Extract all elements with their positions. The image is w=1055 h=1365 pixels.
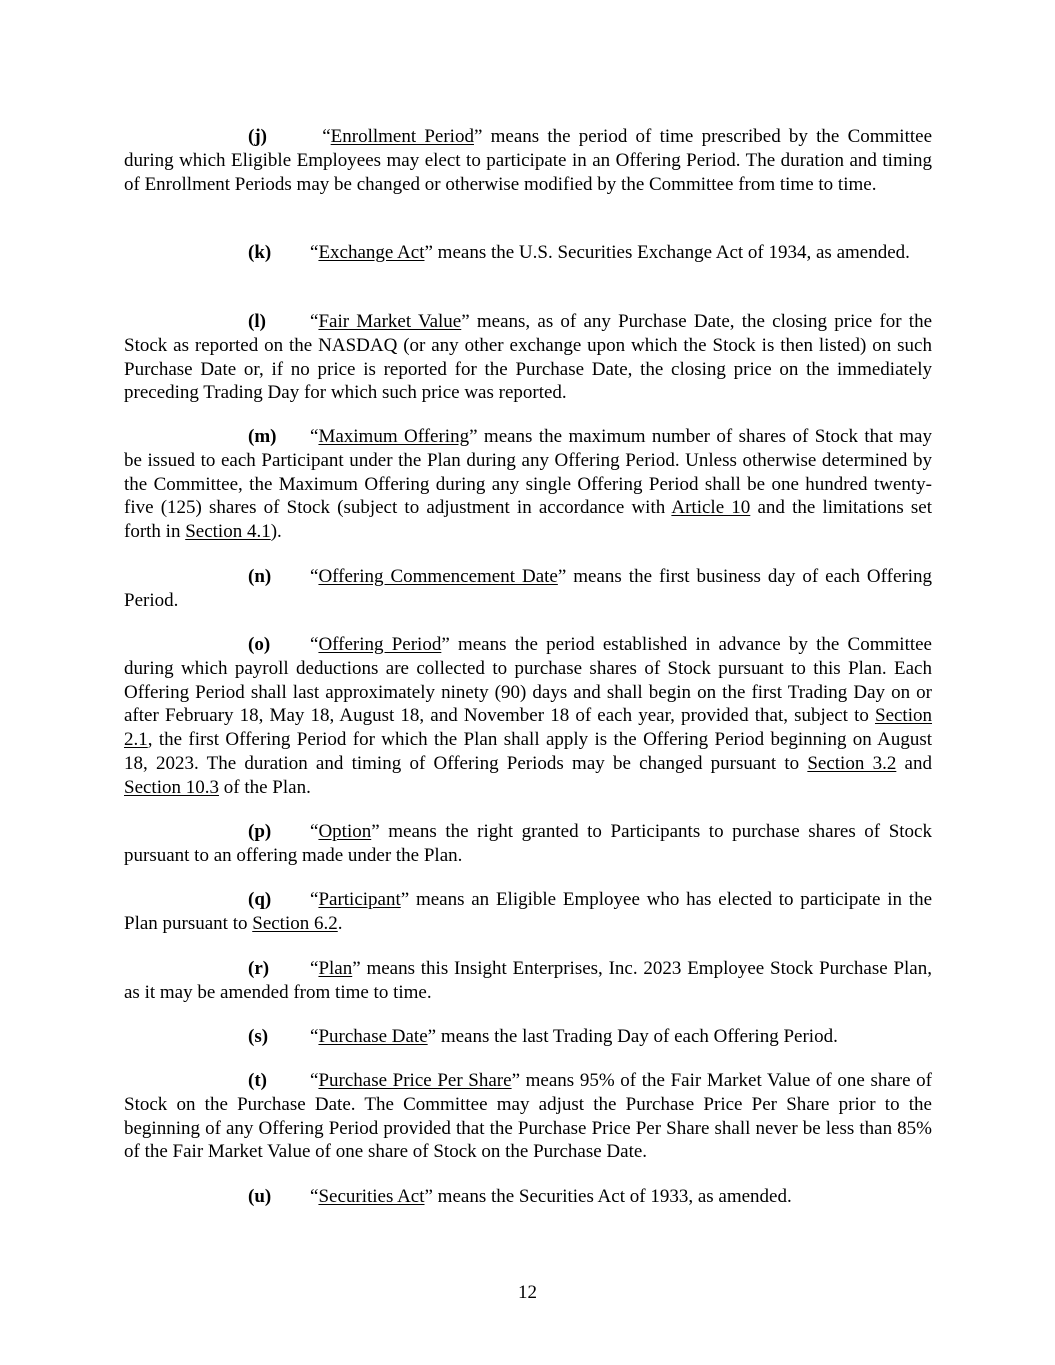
defined-term: Enrollment Period [330, 126, 474, 147]
defined-term: Participant [318, 889, 401, 910]
item-label: (o) [248, 634, 271, 655]
item-label: (q) [248, 889, 272, 910]
cross-reference-link[interactable]: Section 4.1 [185, 521, 271, 543]
item-label: (j) [248, 126, 267, 147]
item-label: (r) [248, 958, 270, 979]
defined-term: Maximum Offering [318, 426, 470, 447]
definition-purchase-date: (s) “Purchase Date” means the last Trading Day of each Offering Period. [248, 1026, 838, 1047]
definition-option: (p) “Option” means the right granted to Participants to purchase shares of Stock pursuant to an offering made under the Plan. [124, 821, 932, 866]
defined-term: Purchase Price Per Share [318, 1070, 512, 1091]
item-label: (u) [248, 1186, 272, 1207]
item-label: (s) [248, 1026, 269, 1047]
defined-term: Securities Act [318, 1186, 425, 1207]
item-label: (l) [248, 311, 266, 332]
defined-term: Offering Commencement Date [318, 566, 558, 587]
cross-reference-link[interactable]: Article 10 [671, 497, 751, 519]
item-label: (k) [248, 242, 272, 263]
item-label: (t) [248, 1070, 267, 1091]
defined-term: Fair Market Value [318, 311, 462, 332]
definition-purchase-price-per-share: (t) “Purchase Price Per Share” means 95% of the Fair Market Value of one share of Stock on the Purchase Date. The Committee may adjust the Purchase Price Per Share prior to the beginning of any Offering Period provided that the Purchase Price Per Share shall never be less than 85% of the Fair Market Value of one share of Stock on the Purchase Date. [124, 1070, 933, 1163]
defined-term: Option [318, 821, 372, 842]
page-number: 12 [518, 1282, 537, 1303]
cross-reference-link[interactable]: Section 10.3 [124, 776, 219, 798]
item-label: (m) [248, 426, 277, 447]
cross-reference-link[interactable]: Section 3.2 [807, 752, 897, 774]
cross-reference-link[interactable]: Section 6.2 [252, 912, 338, 934]
definition-exchange-act: (k) “Exchange Act” means the U.S. Securities Exchange Act of 1934, as amended. [248, 242, 910, 263]
definition-plan: (r) “Plan” means this Insight Enterprises, Inc. 2023 Employee Stock Purchase Plan, as it may be amended from time to time. [124, 958, 932, 1003]
definition-maximum-offering: (m) “Maximum Offering” means the maximum number of shares of Stock that may be issued to each Participant under the Plan during any Offering Period. Unless otherwise determined by the Committee, the Maximum Offering during any single Offering Period shall be one hundred twenty-five (125) shares of Stock (subject to adjustment in accordance with Article 10 and the limitations set forth in Section 4.1). [124, 426, 932, 543]
definition-securities-act: (u) “Securities Act” means the Securities Act of 1933, as amended. [248, 1186, 792, 1207]
item-label: (p) [248, 821, 272, 842]
defined-term: Purchase Date [318, 1026, 428, 1047]
definition-offering-commencement-date: (n) “Offering Commencement Date” means the first business day of each Offering Period. [124, 566, 932, 611]
definition-enrollment-period: (j) “Enrollment Period” means the period of time prescribed by the Committee during which Eligible Employees may elect to participate in an Offering Period. The duration and timing of Enrollment Periods may be changed or otherwise modified by the Committee from time to time. [124, 126, 933, 195]
item-label: (n) [248, 566, 272, 587]
definition-offering-period: (o) “Offering Period” means the period established in advance by the Committee during which payroll deductions are collected to purchase shares of Stock pursuant to this Plan. Each Offering Period shall last approximately ninety (90) days and shall begin on the first Trading Day on or after February 18, May 18, August 18, and November 18 of each year, provided that, subject to Section 2.1, the first Offering Period for which the Plan shall apply is the Offering Period beginning on August 18, 2023. The duration and timing of Offering Periods may be changed pursuant to Section 3.2 and Section 10.3 of the Plan. [124, 634, 932, 798]
definition-fair-market-value: (l) “Fair Market Value” means, as of any Purchase Date, the closing price for the Stock as reported on the NASDAQ (or any other exchange upon which the Stock is then listed) on such Purchase Date or, if no price is reported for the Purchase Date, the closing price on the immediately preceding Trading Day for which such price was reported. [124, 311, 932, 404]
defined-term: Plan [318, 958, 353, 979]
defined-term: Offering Period [318, 634, 442, 655]
cross-reference-link[interactable]: Section 2.1 [124, 705, 932, 751]
definition-participant: (q) “Participant” means an Eligible Employee who has elected to participate in the Plan pursuant to Section 6.2. [124, 889, 932, 934]
defined-term: Exchange Act [318, 242, 425, 263]
